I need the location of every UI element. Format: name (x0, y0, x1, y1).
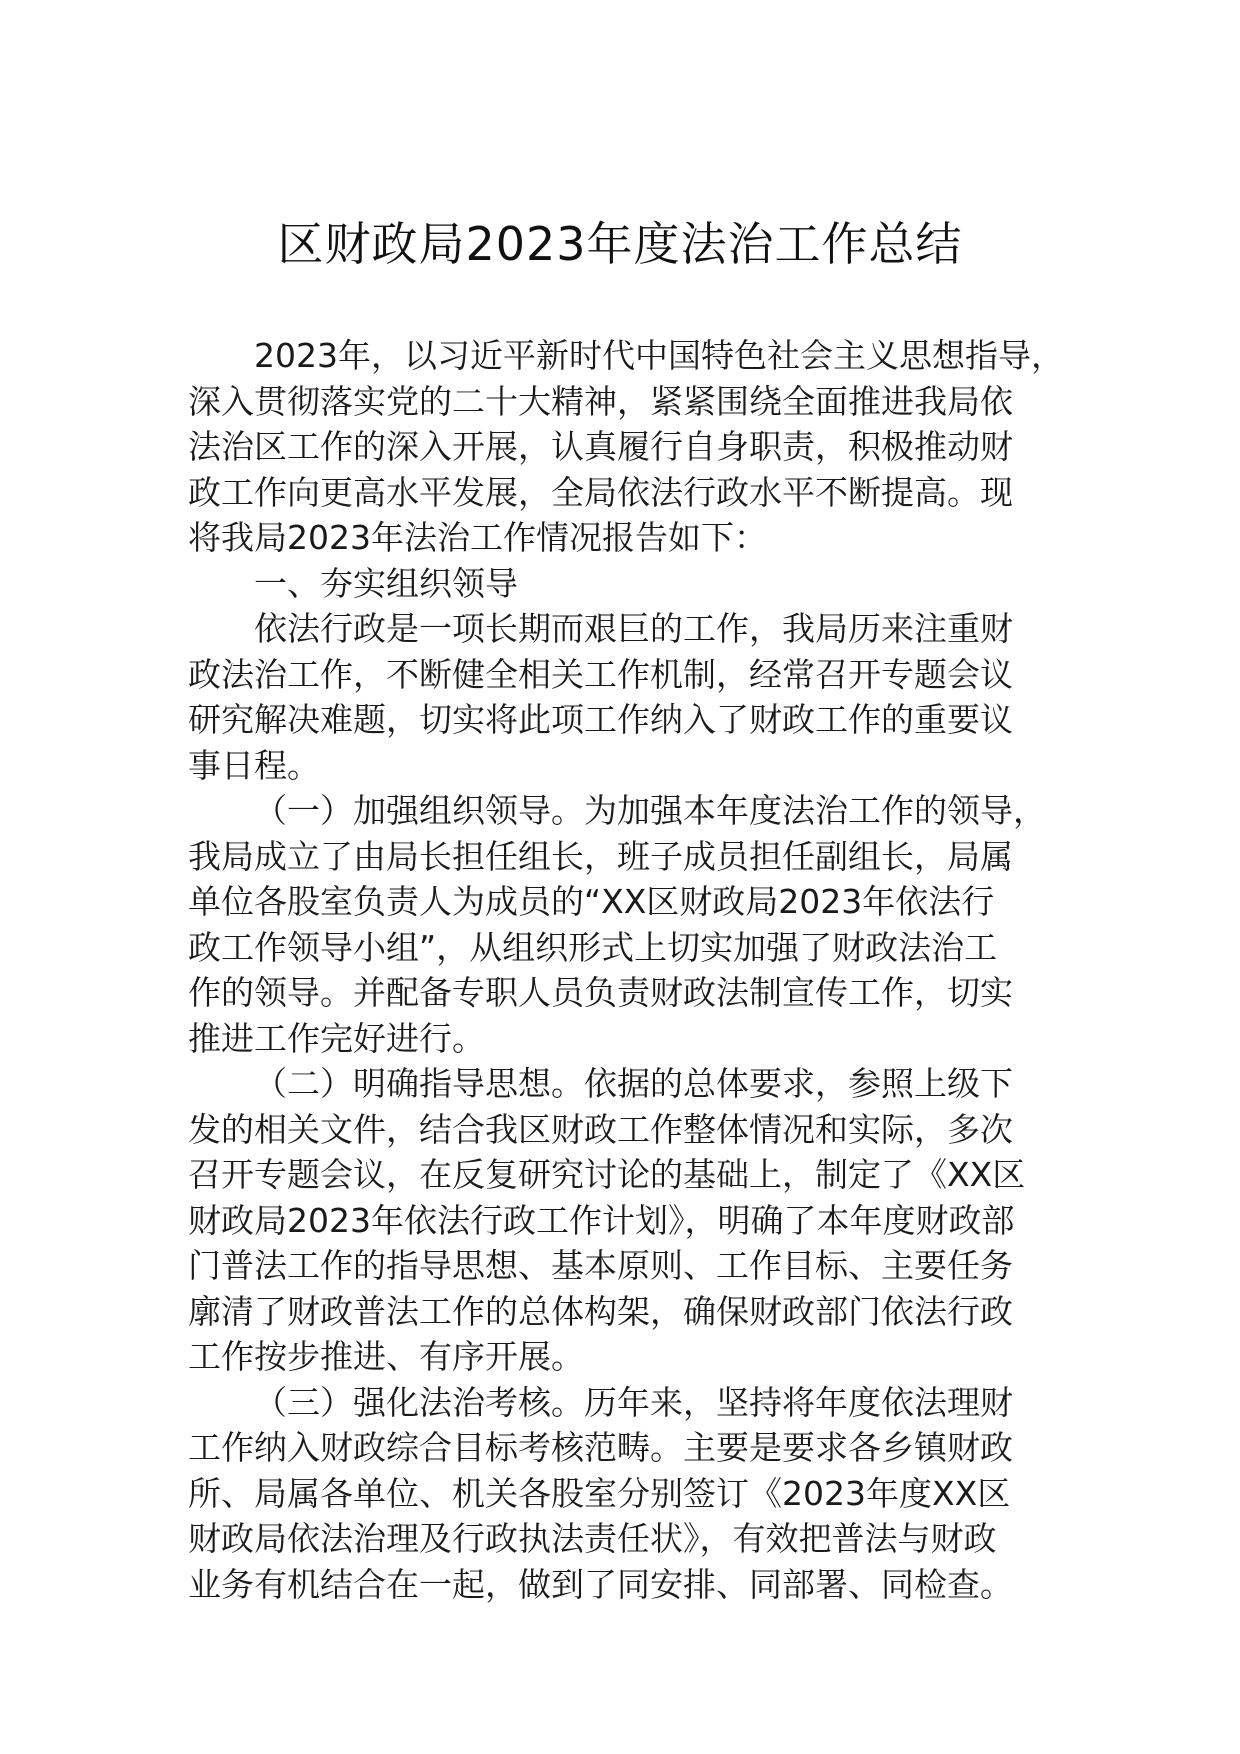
body-line: 所、局属各单位、机关各股室分别签订《2023年度XX区 (188, 1473, 1011, 1513)
body-line: 法治区工作的深入开展，认真履行自身职责，积极推动财 (188, 427, 1013, 466)
body-line: 政工作向更高水平发展，全局依法行政水平不断提高。现 (188, 472, 1013, 512)
subsection-line: （一）加强组织领导。为加强本年度法治工作的领导， (254, 791, 1046, 830)
body-line: 工作纳入财政综合目标考核范畴。主要是要求各乡镇财政 (188, 1428, 1013, 1467)
body-line: 发的相关文件，结合我区财政工作整体情况和实际，多次 (188, 1109, 1013, 1149)
body-line: 政工作领导小组”，从组织形式上切实加强了财政法治工 (188, 927, 998, 967)
body-line: 作的领导。并配备专职人员负责财政法制宣传工作，切实 (188, 973, 1013, 1012)
body-line: 2023年，以习近平新时代中国特色社会主义思想指导， (254, 336, 1064, 375)
document-title: 区财政局2023年度法治工作总结 (277, 217, 963, 271)
body-line: 推进工作完好进行。 (188, 1018, 485, 1058)
body-line: 研究解决难题，切实将此项工作纳入了财政工作的重要议 (188, 700, 1013, 739)
body-line: 廓清了财政普法工作的总体构架，确保财政部门依法行政 (188, 1291, 1013, 1331)
body-line: 我局成立了由局长担任组长，班子成员担任副组长，局属 (188, 836, 1013, 876)
body-line: 召开专题会议，在反复研究讨论的基础上，制定了《XX区 (188, 1155, 1026, 1194)
body-line: 政法治工作，不断健全相关工作机制，经常召开专题会议 (188, 654, 1013, 694)
body-line: 事日程。 (188, 745, 320, 785)
body-line: 单位各股室负责人为成员的“XX区财政局2023年依法行 (188, 882, 995, 921)
body-line: 门普法工作的指导思想、基本原则、工作目标、主要任务 (188, 1246, 1013, 1285)
body-line: 财政局2023年依法行政工作计划》，明确了本年度财政部 (188, 1200, 1015, 1240)
body-line: 工作按步推进、有序开展。 (188, 1337, 584, 1376)
subsection-line: （二）明确指导思想。依据的总体要求，参照上级下 (254, 1064, 1013, 1103)
section-heading: 一、夯实组织领导 (254, 563, 518, 603)
document-body (188, 333, 1088, 1607)
body-line: 深入贯彻落实党的二十大精神，紧紧围绕全面推进我局依 (188, 381, 1013, 421)
body-line: 将我局2023年法治工作情况报告如下： (188, 518, 767, 557)
body-line: 依法行政是一项长期而艰巨的工作，我局历来注重财 (254, 609, 1013, 648)
subsection-line: （三）强化法治考核。历年来，坚持将年度依法理财 (254, 1382, 1013, 1422)
body-line: 业务有机结合在一起，做到了同安排、同部署、同检查。 (188, 1564, 1013, 1604)
body-line: 财政局依法治理及行政执法责任状》，有效把普法与财政 (188, 1519, 997, 1558)
